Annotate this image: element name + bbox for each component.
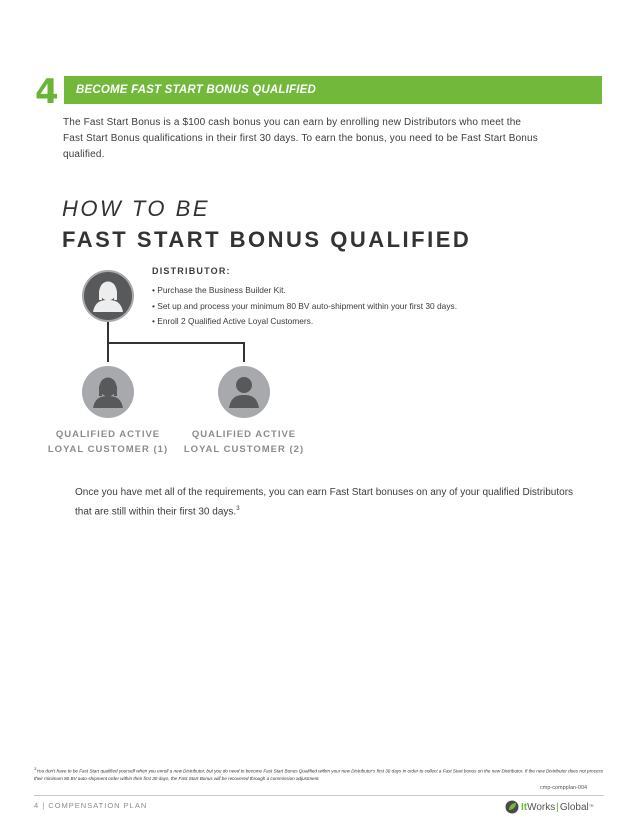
footnote-text: You don't have to be Fast Start qualified yourself when you enroll a new Distributor, but you do need to become Fast Start Bonus Qualified within your new Distributor's first 30 days in order to collect a Fast Start bonus on the new Distributor. If the new Distributor does not process their minimum 80 BV auto-shipment order within their first 30 days, the Fast Start Bonus will be recovered through a commission adjustment. [34, 768, 604, 781]
footer-page-label: 4 | COMPENSATION PLAN [34, 801, 148, 810]
customer-person-icon [218, 366, 270, 418]
customer-2-caption-line-2: LOYAL CUSTOMER (2) [183, 444, 305, 455]
heading-line-2: FAST START BONUS QUALIFIED [62, 227, 472, 252]
logo-works: Works [527, 801, 556, 813]
logo-trademark: ™ [588, 804, 594, 810]
customer-2-avatar [218, 366, 270, 418]
distributor-avatar [82, 270, 134, 322]
intro-paragraph: The Fast Start Bonus is a $100 cash bonus you can earn by enrolling new Distributors who meet the Fast Start Bonus qualifications in their first 30 days. To earn the bonus, you need to be Fast Start Bonus qualified. [63, 117, 538, 160]
distributor-bullet-2: • Set up and process your minimum 80 BV auto-shipment within your first 30 days. [152, 301, 458, 311]
document-code: cmp-compplan-004 [540, 785, 588, 791]
section-number: 4 [35, 72, 59, 112]
distributor-title: DISTRIBUTOR: [152, 266, 231, 276]
distributor-bullet-3: • Enroll 2 Qualified Active Loyal Customers. [152, 316, 314, 326]
customer-1-caption-line-2: LOYAL CUSTOMER (1) [47, 444, 169, 455]
closing-paragraph [75, 485, 575, 520]
distributor-person-icon [82, 270, 134, 322]
heading-line-1: HOW TO BE [62, 196, 210, 221]
customer-person-icon [82, 366, 134, 418]
footnote-marker: 3 [34, 766, 37, 771]
footnote-ref: 3 [236, 506, 240, 512]
customer-1-caption [44, 427, 172, 457]
logo-leaf-icon [505, 800, 519, 814]
logo-it: It [521, 801, 528, 813]
logo-separator: | [556, 801, 559, 813]
distributor-bullet-1: • Purchase the Business Builder Kit. [152, 285, 286, 295]
logo-global: Global [559, 801, 589, 813]
closing-text: Once you have met all of the requirements, you can earn Fast Start bonuses on any of your qualified Distributors that are still within their first 30 days. [75, 487, 574, 518]
section-banner-title: BECOME FAST START BONUS QUALIFIED [76, 84, 317, 96]
customer-2-caption [180, 427, 308, 457]
customer-1-caption-line-1: QUALIFIED ACTIVE [55, 429, 161, 440]
customer-2-caption-line-1: QUALIFIED ACTIVE [191, 429, 297, 440]
company-logo [505, 799, 594, 815]
footer-divider [34, 795, 604, 796]
customer-1-avatar [82, 366, 134, 418]
footnote [34, 765, 606, 782]
